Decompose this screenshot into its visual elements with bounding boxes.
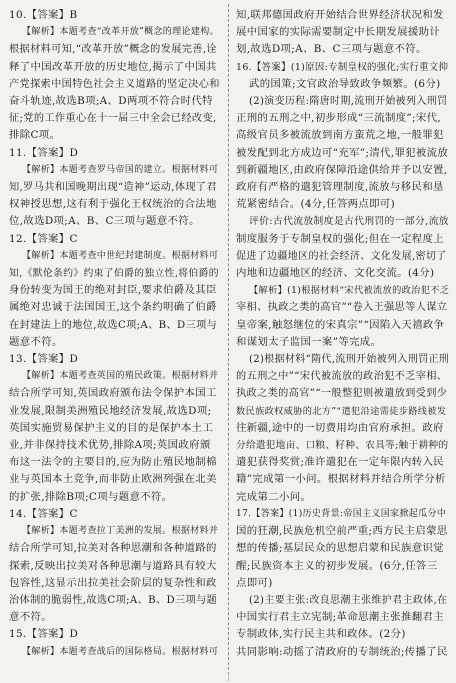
text-line: 执政之类的高官”“一般整犯则被遣放到受到少 bbox=[236, 388, 448, 400]
text-line: 【解析】本题考查拉丁美洲的发展。根据材料并 bbox=[22, 526, 219, 537]
text-line: 中国实行君主立宪制;革命思潮主张推翻君主 bbox=[236, 611, 444, 624]
text-line: 15.【答案】D bbox=[9, 628, 79, 641]
text-line: 皇帝案,触怒继位的宋真宗”“因陷入天禧政争 bbox=[236, 318, 445, 331]
text-line: 16.【答案】(1)原因:专制皇权的强化;实行重文抑 bbox=[236, 61, 449, 73]
text-line: 评价:古代流放制度是古代刑罚的一部分,流放 bbox=[249, 216, 449, 228]
column-divider bbox=[228, 4, 229, 680]
text-line: 征;党的工作重心在十一届三中全会已经改变, bbox=[9, 113, 217, 125]
text-line: 13.【答案】D bbox=[9, 353, 79, 366]
text-line: 荒紧密结合。(4分,任答两点即可) bbox=[236, 198, 396, 211]
text-line: 【解析】本题考查罗马帝国的建立。根据材料可 bbox=[22, 164, 219, 175]
text-line: 治体制的脆弱性,故选C项;A、B、D三项与题 bbox=[9, 594, 218, 606]
text-line: 题意不符。 bbox=[9, 335, 63, 348]
text-line: 武的国策;文官政治导致政争频繁。(6分) bbox=[249, 77, 441, 90]
text-line: 的扩张,排除B项;C项与题意不符。 bbox=[9, 490, 173, 503]
text-line: 国的狂潮,民族危机空前严重;西方民主启蒙思 bbox=[236, 525, 448, 538]
text-line: 醒;民族资本主义的初步发展。(6分,任答三 bbox=[236, 559, 438, 572]
text-line: 往新疆,途中的一切费用均由官府承担。政府 bbox=[236, 421, 444, 434]
text-line: 英国实施贸易保护主义的目的是保护本土工 bbox=[9, 421, 214, 434]
text-line: 【解析】(1)根据材料“宋代被流放的政治犯不乏 bbox=[249, 285, 449, 297]
text-line: 专制政体,实行民主共和政体。(2分) bbox=[236, 628, 406, 641]
text-line: 制度服务于专制皇权的强化;但在一定程度上 bbox=[236, 232, 444, 245]
text-line: 分给遣犯地亩、口粮、籽种、农具等;触于耕种的 bbox=[236, 440, 449, 452]
text-line: 11.【答案】D bbox=[9, 146, 79, 159]
text-line: 【解析】本题考查“改革开放”概念的理论建构。 bbox=[22, 27, 219, 38]
text-line: 业,并非保持技术优势,排除A项;英国政府颁 bbox=[9, 439, 211, 452]
text-line: 共同影响:动摇了清政府的专制统治;传播了民 bbox=[236, 645, 448, 658]
fold-mark bbox=[228, 673, 229, 681]
text-line: 高级官员多被流放到南方蛮荒之地,一般罪犯 bbox=[236, 129, 444, 142]
text-line: 的五刑之中”“宋代被流放的政治犯不乏宰相、 bbox=[236, 371, 448, 383]
text-line: 位,故选D项;A、B、C三项与题意不符。 bbox=[9, 215, 200, 228]
text-line: 【解析】本题考查英国的殖民政策。根据材料并 bbox=[22, 371, 219, 382]
text-line: 排除C项。 bbox=[9, 129, 61, 142]
text-line: 10.【答案】B bbox=[9, 9, 78, 21]
text-line: 权神授思想,这有利于强化王权统治的合法地 bbox=[9, 198, 217, 211]
text-line: 到新疆地区,由政府保障沿途供给并予以安置, bbox=[236, 163, 448, 176]
text-line: 意不符。 bbox=[9, 611, 52, 624]
text-line: 17.【答案】(1)历史背景:帝国主义国家掀起瓜分中 bbox=[236, 508, 447, 519]
text-line: 12.【答案】C bbox=[9, 232, 78, 245]
text-line: 数民族政权威胁的北方”“遣犯沿途需徒步路线被发 bbox=[236, 405, 447, 417]
text-line: 政府有严格的遣犯管理制度,流放与移民和垦 bbox=[236, 181, 444, 194]
text-line: 身份转变为国王的绝对封臣,要求伯爵及其臣 bbox=[9, 284, 217, 297]
text-line: 展中国家的实际需要制定中长期发展援助计 bbox=[236, 26, 441, 39]
text-line: 宰相、执政之类的高官”“卷入王强思等人谋立 bbox=[236, 302, 448, 314]
text-line: (2)主要主张:改良思潮主张维护君主政体,在 bbox=[249, 594, 448, 606]
text-line: 点即可) bbox=[236, 576, 273, 589]
text-line: 14.【答案】C bbox=[9, 507, 78, 520]
text-line: 想的传播;基层民众的思想启蒙和民族意识觉 bbox=[236, 542, 444, 555]
text-line: 奋斗轨迹,故选B项;A、D两项不符合时代特 bbox=[9, 95, 213, 108]
text-line: 属绝对忠诚于法国国王,这个条约明确了伯爵 bbox=[9, 301, 217, 314]
text-line: 结合所学可知,拉美对各种思潮和各种道路的 bbox=[9, 542, 217, 555]
text-line: 释了中国改革开放的历史地位,揭示了中国共 bbox=[9, 60, 217, 73]
text-line: 遣犯获得奖赏;准许遣犯在一定年限内转入民 bbox=[236, 456, 444, 469]
left-column bbox=[9, 7, 220, 661]
text-line: 包容性,这显示出拉美社会阶层的复杂性和政 bbox=[9, 576, 217, 589]
text-line: 内地和边疆地区的经济、文化交流。(4分) bbox=[236, 267, 435, 280]
text-line: 根据材料可知,“改革开放”概念的发展完善,诠 bbox=[9, 44, 217, 56]
text-line: 业与英国本土竞争,而非防止欧洲列强在北美 bbox=[9, 473, 217, 486]
text-line: 业发展,限制美洲殖民地经济发展,故选D项; bbox=[9, 404, 212, 417]
text-line: 被发配到北方成边可“充军”;清代,罪犯被流放 bbox=[236, 146, 449, 159]
text-line: 籍”完成第一小问。根据材料并结合所学分析 bbox=[236, 473, 446, 486]
text-line: 知,《默伦条约》约束了伯爵的独立性,将伯爵的 bbox=[9, 268, 219, 280]
text-line: 和谋划太子监国一案”等完成。 bbox=[236, 335, 382, 348]
text-line: 知,联邦德国政府开始结合世界经济状况和发 bbox=[236, 9, 444, 21]
right-column bbox=[236, 7, 449, 661]
text-line: 产党探索中国特色社会主义道路的坚定决心和 bbox=[9, 78, 220, 90]
text-line: 知,罗马共和国晚期出现“造神”运动,体现了君 bbox=[9, 182, 217, 194]
text-line: 完成第二小问。 bbox=[236, 490, 312, 503]
text-line: 【解析】本题考查战后的国际格局。根据材料可 bbox=[22, 646, 219, 657]
text-line: (2)演变历程:隋唐时期,流刑开始被列入刑罚 bbox=[249, 96, 448, 108]
text-line: 探索,反映出拉美对各种思潮与道路具有较大 bbox=[9, 559, 217, 572]
text-line: 正刑的五刑之中,初步形成“三流制度”;宋代, bbox=[236, 112, 442, 125]
text-line: (2)根据材料“隋代,流刑开始被列入刑罚正刑 bbox=[249, 354, 449, 366]
text-line: 布这一法令的主要目的,应为防止殖民地制棉 bbox=[9, 456, 217, 469]
text-line: 划,故选D项;A、B、C三项与题意不符。 bbox=[236, 43, 427, 56]
text-line: 促进了边疆地区的社会经济、文化发展,密切了 bbox=[236, 250, 447, 262]
text-line: 【解析】本题考查中世纪封建制度。根据材料可 bbox=[22, 250, 219, 261]
text-line: 在封建法上的地位,故选C项;A、B、D三项与 bbox=[9, 319, 218, 331]
text-line: 结合所学可知,英国政府颁布法令保护本国工 bbox=[9, 387, 217, 400]
